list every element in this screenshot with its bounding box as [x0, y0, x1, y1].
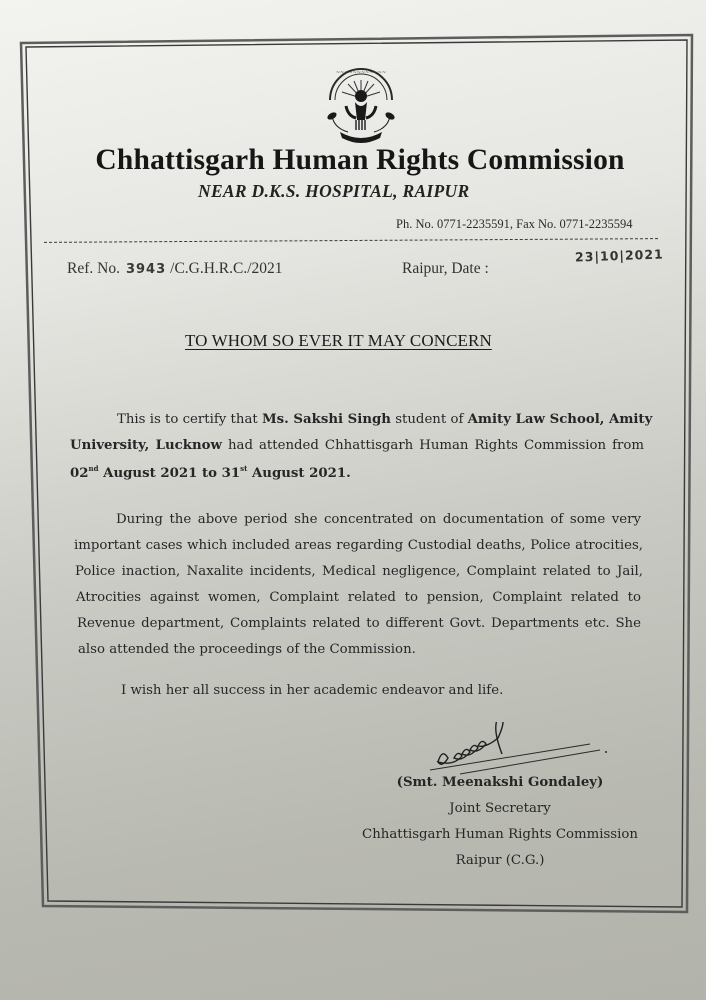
ref-suffix: /C.G.H.R.C./2021	[170, 260, 283, 277]
student-name: Ms. Sakshi Singh	[261, 412, 391, 427]
emblem-logo-icon	[318, 58, 404, 144]
organization-address: NEAR D.K.S. HOSPITAL, RAIPUR	[198, 181, 470, 201]
end-date-day: 31	[221, 466, 241, 481]
signature-icon	[420, 722, 620, 782]
ref-label: Ref. No.	[67, 260, 120, 277]
para1-line2: University, Lucknow had attended Chhattisgarh Human Rights Commission from	[70, 438, 644, 453]
signatory-organization: Chhattisgarh Human Rights Commission	[362, 827, 638, 842]
para2-line: important cases which included areas regarding Custodial deaths, Police atrocities,	[74, 538, 643, 553]
para2-line: also attended the proceedings of the Commission.	[78, 642, 416, 657]
para2-line: Police inaction, Naxalite incidents, Medical negligence, Complaint related to Jail,	[75, 564, 643, 579]
para2-line: Atrocities against women, Complaint related to pension, Complaint related to	[76, 590, 641, 605]
header-divider	[44, 238, 658, 243]
svg-text:~~~~~~~~~~~~: ~~~~~~~~~~~~	[335, 70, 387, 76]
closing-wish: I wish her all success in her academic endeavor and life.	[121, 683, 504, 698]
letter-subject: TO WHOM SO EVER IT MAY CONCERN	[185, 331, 492, 350]
para1-line3-dates: 02nd August 2021 to 31st August 2021.	[70, 464, 351, 481]
signatory-name: (Smt. Meenakshi Gondaley)	[396, 775, 604, 790]
signatory-designation: Joint Secretary	[449, 801, 551, 816]
ref-number-handwritten: 3943	[125, 262, 167, 277]
institution-name: Amity Law School, Amity	[467, 412, 653, 427]
signatory-location: Raipur (C.G.)	[455, 853, 545, 868]
date-handwritten: 23|10|2021	[574, 246, 664, 265]
reference-number	[67, 260, 283, 278]
organization-name: Chhattisgarh Human Rights Commission	[95, 144, 625, 176]
start-date-day: 02	[70, 466, 89, 481]
date-label: Raipur, Date :	[402, 260, 489, 277]
contact-numbers: Ph. No. 0771-2235591, Fax No. 0771-2235594	[396, 217, 633, 231]
para2-line: During the above period she concentrated on documentation of some very	[116, 512, 641, 527]
para2-line: Revenue department, Complaints related to different Govt. Departments etc. She	[77, 616, 641, 631]
para1-line1: This is to certify that Ms. Sakshi Singh student of Amity Law School, Amity	[117, 412, 653, 427]
